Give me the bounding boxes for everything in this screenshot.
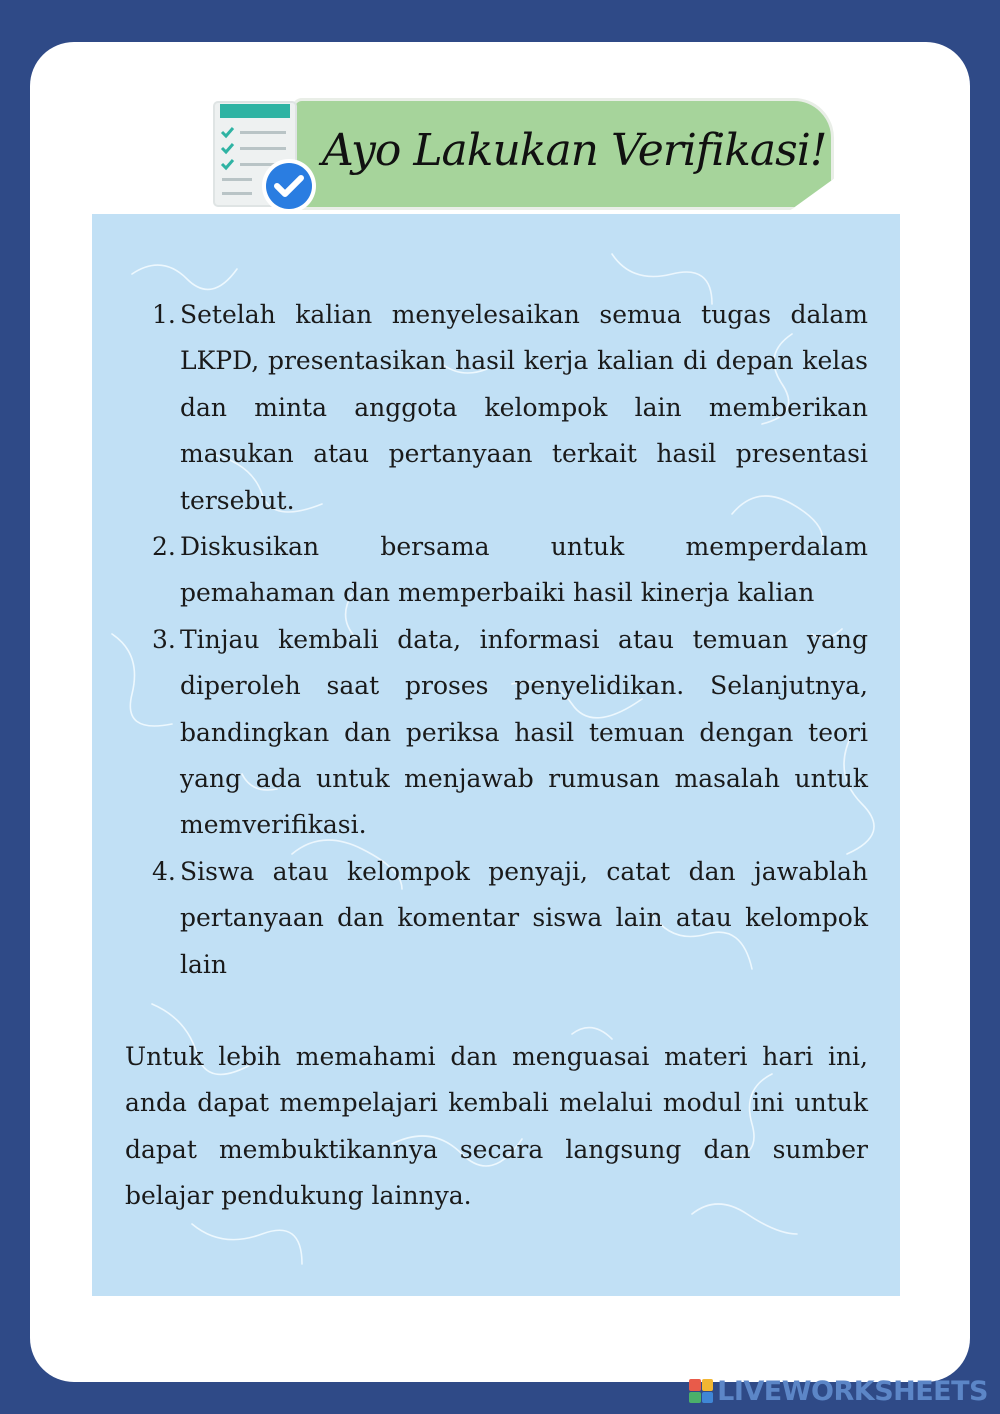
list-item bbox=[152, 849, 868, 988]
step-text: Tinjau kembali data, informasi atau temuan yang diperoleh saat proses penyelidikan. Selanjutnya, bandingkan dan periksa hasil temuan dengan teori yang ada untuk menjawab rumusan masalah untuk memverifikasi. bbox=[180, 624, 868, 840]
step-number: 3. bbox=[152, 624, 176, 654]
list-item bbox=[152, 524, 868, 617]
liveworksheets-watermark bbox=[689, 1375, 988, 1407]
step-number: 1. bbox=[152, 300, 176, 329]
step-text: Diskusikan bersama untuk memperdalam pemahaman dan memperbaiki hasil kinerja kalian bbox=[180, 532, 868, 608]
list-item bbox=[152, 292, 868, 524]
step-number: 2. bbox=[152, 532, 176, 562]
verification-steps bbox=[152, 292, 868, 988]
content-panel bbox=[92, 214, 900, 1296]
step-text: Setelah kalian menyelesaikan semua tugas dalam LKPD, presentasikan hasil kerja kalian di depan kelas dan minta anggota kelompok lain memberikan masukan atau pertanyaan terkait hasil presentasi tersebut. bbox=[180, 300, 868, 515]
checklist-icon bbox=[210, 98, 320, 216]
step-text: Siswa atau kelompok penyaji, catat dan jawablah pertanyaan dan komentar siswa lain atau kelompok lain bbox=[180, 856, 868, 979]
list-item bbox=[152, 617, 868, 849]
watermark-text: LIVEWORKSHEETS bbox=[717, 1375, 988, 1407]
closing-paragraph: Untuk lebih memahami dan menguasai materi hari ini, anda dapat mempelajari kembali melalui modul ini untuk dapat membuktikannya secara langsung dan sumber belajar pendukung lainnya. bbox=[125, 1042, 868, 1211]
liveworksheets-logo-icon bbox=[689, 1379, 713, 1403]
page-title: Ayo Lakukan Verifikasi! bbox=[322, 125, 827, 176]
step-number: 4. bbox=[152, 856, 176, 886]
check-badge-icon bbox=[262, 159, 316, 213]
